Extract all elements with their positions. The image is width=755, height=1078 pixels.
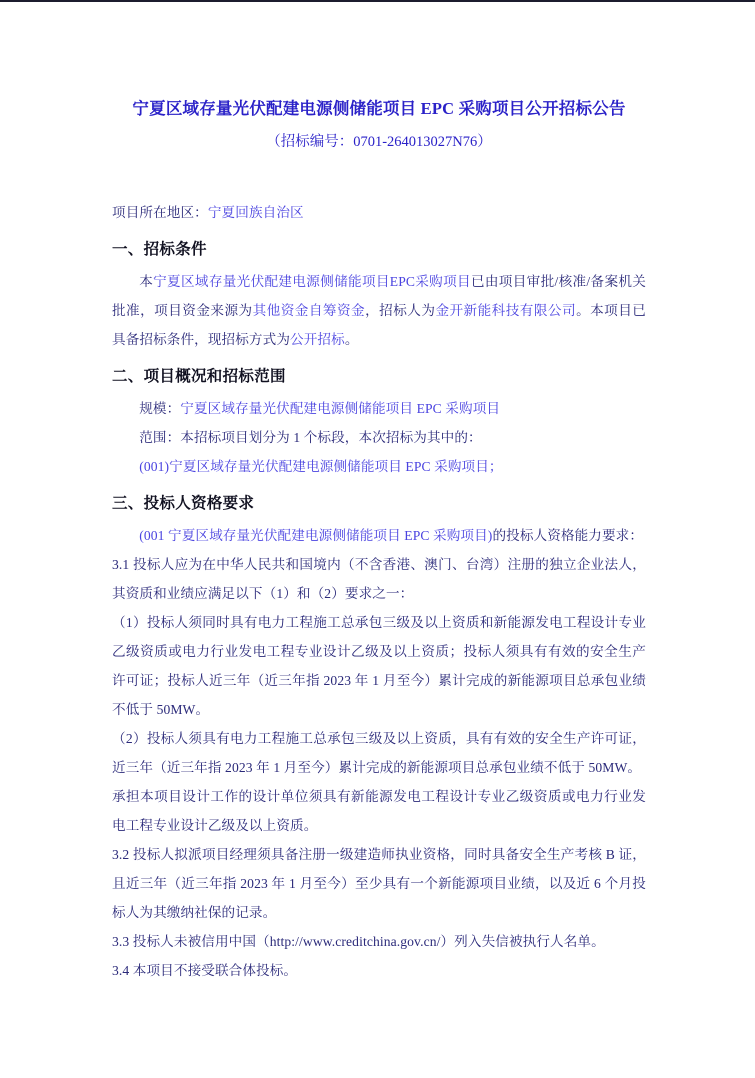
requirement-3-2: 3.2 投标人拟派项目经理须具备注册一级建造师执业资格，同时具备安全生产考核 B 证，且近三年（近三年指 2023 年 1 月至今）至少具有一个新能源项目业绩，以及近 6 个月投标人为其缴纳社保的记录。 — [112, 847, 646, 921]
project-location-label: 项目所在地区： — [112, 205, 208, 221]
section2-scope-line — [112, 423, 646, 452]
s1-bid-mode: 公开招标 — [290, 332, 345, 348]
s1-text-e: 。 — [344, 332, 359, 348]
s1-text-b: 已由项目审批/核准/备案机关批准，项目资金来源为 — [112, 274, 646, 319]
s1-text-a: 本 — [139, 274, 154, 290]
creditchina-url[interactable]: http://www.creditchina.gov.cn/ — [269, 934, 441, 950]
section3-intro-rest: 的投标人资格能力要求： — [492, 528, 644, 544]
section2-scale-line — [112, 394, 646, 423]
scale-value: 宁夏区域存量光伏配建电源侧储能项目 EPC 采购项目 — [180, 401, 501, 417]
s1-project-name: 宁夏区域存量光伏配建电源侧储能项目EPC采购项目 — [153, 274, 471, 290]
requirement-3-4: 3.4 本项目不接受联合体投标。 — [112, 963, 298, 979]
r33-text-b: ）列入失信被执行人名单。 — [440, 934, 605, 950]
requirement-3-1-item-2: （2）投标人须具有电力工程施工总承包三级及以上资质，具有有效的安全生产许可证，近三年（近三年指 2023 年 1 月至今）累计完成的新能源项目总承包业绩不低于 50MW。 — [112, 731, 646, 776]
requirement-3-1-item-1: （1）投标人须同时具有电力工程施工总承包三级及以上资质和新能源发电工程设计专业乙级资质或电力行业发电工程专业设计乙级及以上资质；投标人须具有有效的安全生产许可证；投标人近三年（近三年指 2023 年 1 月至今）累计完成的新能源项目总承包业绩不低于 50MW。 — [112, 615, 646, 718]
s1-tenderer-name: 金开新能科技有限公司 — [435, 303, 577, 319]
requirement-3-3 — [112, 927, 646, 956]
tender-number-subtitle: （招标编号：0701-264013027N76） — [266, 134, 492, 151]
scope-label: 范围： — [139, 430, 181, 446]
section-heading-1: 一、招标条件 — [112, 241, 207, 259]
requirement-3-1: 3.1 投标人应为在中华人民共和国境内（不含香港、澳门、台湾）注册的独立企业法人，其资质和业绩应满足以下（1）和（2）要求之一： — [112, 557, 646, 602]
section-heading-3: 三、投标人资格要求 — [112, 495, 255, 513]
s1-text-d: 。本项目已具备招标条件，现招标方式为 — [112, 303, 647, 348]
r33-text-a: 3.3 投标人未被信用中国（ — [112, 934, 270, 950]
section-heading-2: 二、项目概况和招标范围 — [112, 368, 286, 386]
s1-fund-source: 其他资金自筹资金 — [252, 303, 366, 319]
page-content — [112, 2, 646, 985]
section3-intro-line — [112, 521, 646, 550]
document-body — [112, 198, 646, 985]
section2-lot-item: (001)宁夏区域存量光伏配建电源侧储能项目 EPC 采购项目； — [139, 459, 503, 475]
section1-paragraph — [112, 267, 646, 354]
s1-text-c: ，招标人为 — [365, 303, 436, 319]
page-title: 宁夏区域存量光伏配建电源侧储能项目 EPC 采购项目公开招标公告 — [132, 99, 626, 118]
project-location-value: 宁夏回族自治区 — [207, 205, 304, 221]
scale-label: 规模： — [139, 401, 181, 417]
scope-text: 本招标项目划分为 1 个标段，本次招标为其中的： — [180, 430, 482, 446]
requirement-designer-qualification: 承担本项目设计工作的设计单位须具有新能源发电工程设计专业乙级资质或电力行业发电工程专业设计乙级及以上资质。 — [112, 789, 646, 834]
section3-lot-reference: (001 宁夏区域存量光伏配建电源侧储能项目 EPC 采购项目) — [139, 528, 493, 544]
project-location-line — [112, 198, 646, 227]
